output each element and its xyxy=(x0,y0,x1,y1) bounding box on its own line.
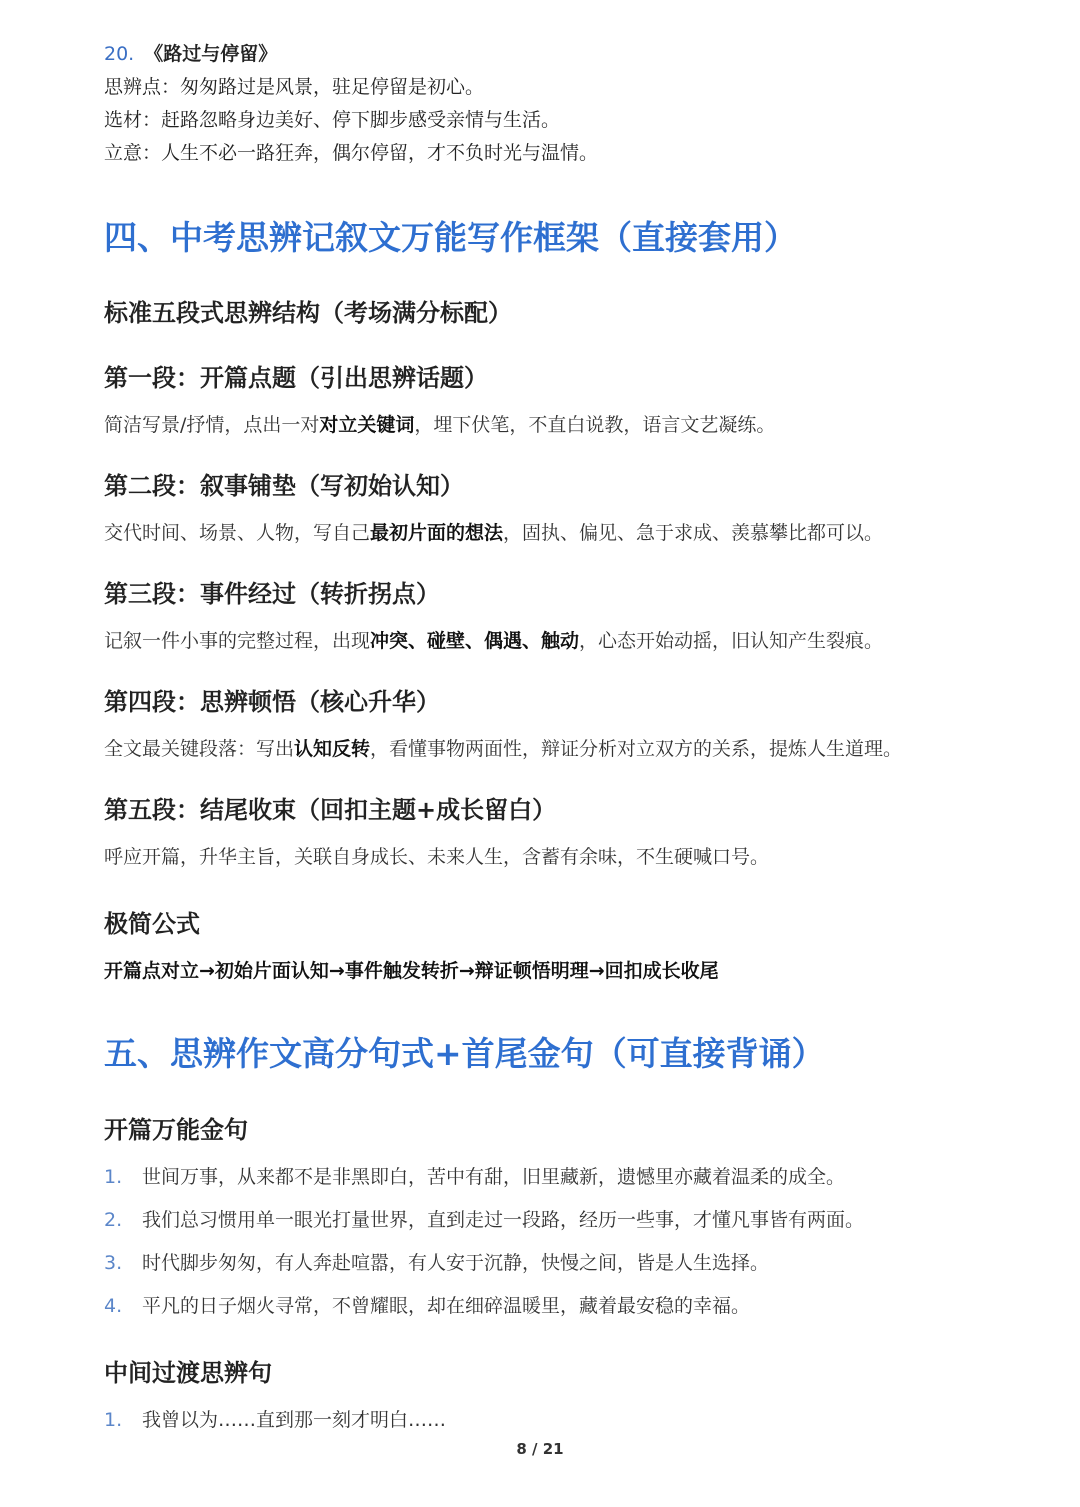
page-number: 8 / 21 xyxy=(516,1440,564,1458)
paragraph-1-text: 简洁写景/抒情，点出一对对立关键词，埋下伏笔，不直白说教，语言文艺凝练。 xyxy=(104,414,776,436)
paragraph-1-heading: 第一段：开篇点题（引出思辨话题） xyxy=(104,364,488,392)
item-20-heading xyxy=(104,38,277,71)
paragraph-5-heading: 第五段：结尾收束（回扣主题+成长留白） xyxy=(104,796,557,824)
paragraph-3-text: 记叙一件小事的完整过程，出现冲突、碰壁、偶遇、触动，心态开始动摇，旧认知产生裂痕。 xyxy=(104,630,884,652)
item-20-line-3: 立意：人生不必一路狂奔，偶尔停留，才不负时光与温情。 xyxy=(104,142,599,164)
formula-heading: 极简公式 xyxy=(104,910,200,938)
formula-text: 开篇点对立→初始片面认知→事件触发转折→辩证顿悟明理→回扣成长收尾 xyxy=(104,960,719,982)
item-20-line-2: 选材：赶路忽略身边美好、停下脚步感受亲情与生活。 xyxy=(104,109,561,131)
paragraph-2-heading: 第二段：叙事铺垫（写初始认知） xyxy=(104,472,464,500)
opening-item-3: 3. 时代脚步匆匆，有人奔赴喧嚣，有人安于沉静，快慢之间，皆是人生选择。 xyxy=(104,1252,770,1274)
paragraph-2-text: 交代时间、场景、人物，写自己最初片面的想法，固执、偏见、急于求成、羡慕攀比都可以。 xyxy=(104,522,884,544)
item-20-line-1: 思辨点：匆匆路过是风景，驻足停留是初心。 xyxy=(104,76,485,98)
paragraph-4-heading: 第四段：思辨顿悟（核心升华） xyxy=(104,688,440,716)
opening-item-1: 1. 世间万事，从来都不是非黑即白，苦中有甜，旧里藏新，遗憾里亦藏着温柔的成全。 xyxy=(104,1166,846,1188)
transition-item-1: 1. 我曾以为……直到那一刻才明白…… xyxy=(104,1409,447,1431)
paragraph-3-heading: 第三段：事件经过（转折拐点） xyxy=(104,580,440,608)
opening-item-2: 2. 我们总习惯用单一眼光打量世界，直到走过一段路，经历一些事，才懂凡事皆有两面。 xyxy=(104,1209,865,1231)
transition-sentences-heading: 中间过渡思辨句 xyxy=(104,1359,272,1387)
item-20-title: 《路过与停留》 xyxy=(144,43,278,65)
opening-sentences-heading: 开篇万能金句 xyxy=(104,1116,248,1144)
section-4-subtitle: 标准五段式思辨结构（考场满分标配） xyxy=(104,299,512,327)
item-20-number: 20. xyxy=(104,43,135,65)
paragraph-5-text: 呼应开篇，升华主旨，关联自身成长、未来人生，含蓄有余味，不生硬喊口号。 xyxy=(104,846,770,868)
section-4-title: 四、中考思辨记叙文万能写作框架（直接套用） xyxy=(104,218,797,257)
paragraph-4-text: 全文最关键段落：写出认知反转，看懂事物两面性，辩证分析对立双方的关系，提炼人生道理。 xyxy=(104,738,903,760)
section-5-title: 五、思辨作文高分句式+首尾金句（可直接背诵） xyxy=(104,1034,825,1073)
opening-item-4: 4. 平凡的日子烟火寻常，不曾耀眼，却在细碎温暖里，藏着最安稳的幸福。 xyxy=(104,1295,751,1317)
